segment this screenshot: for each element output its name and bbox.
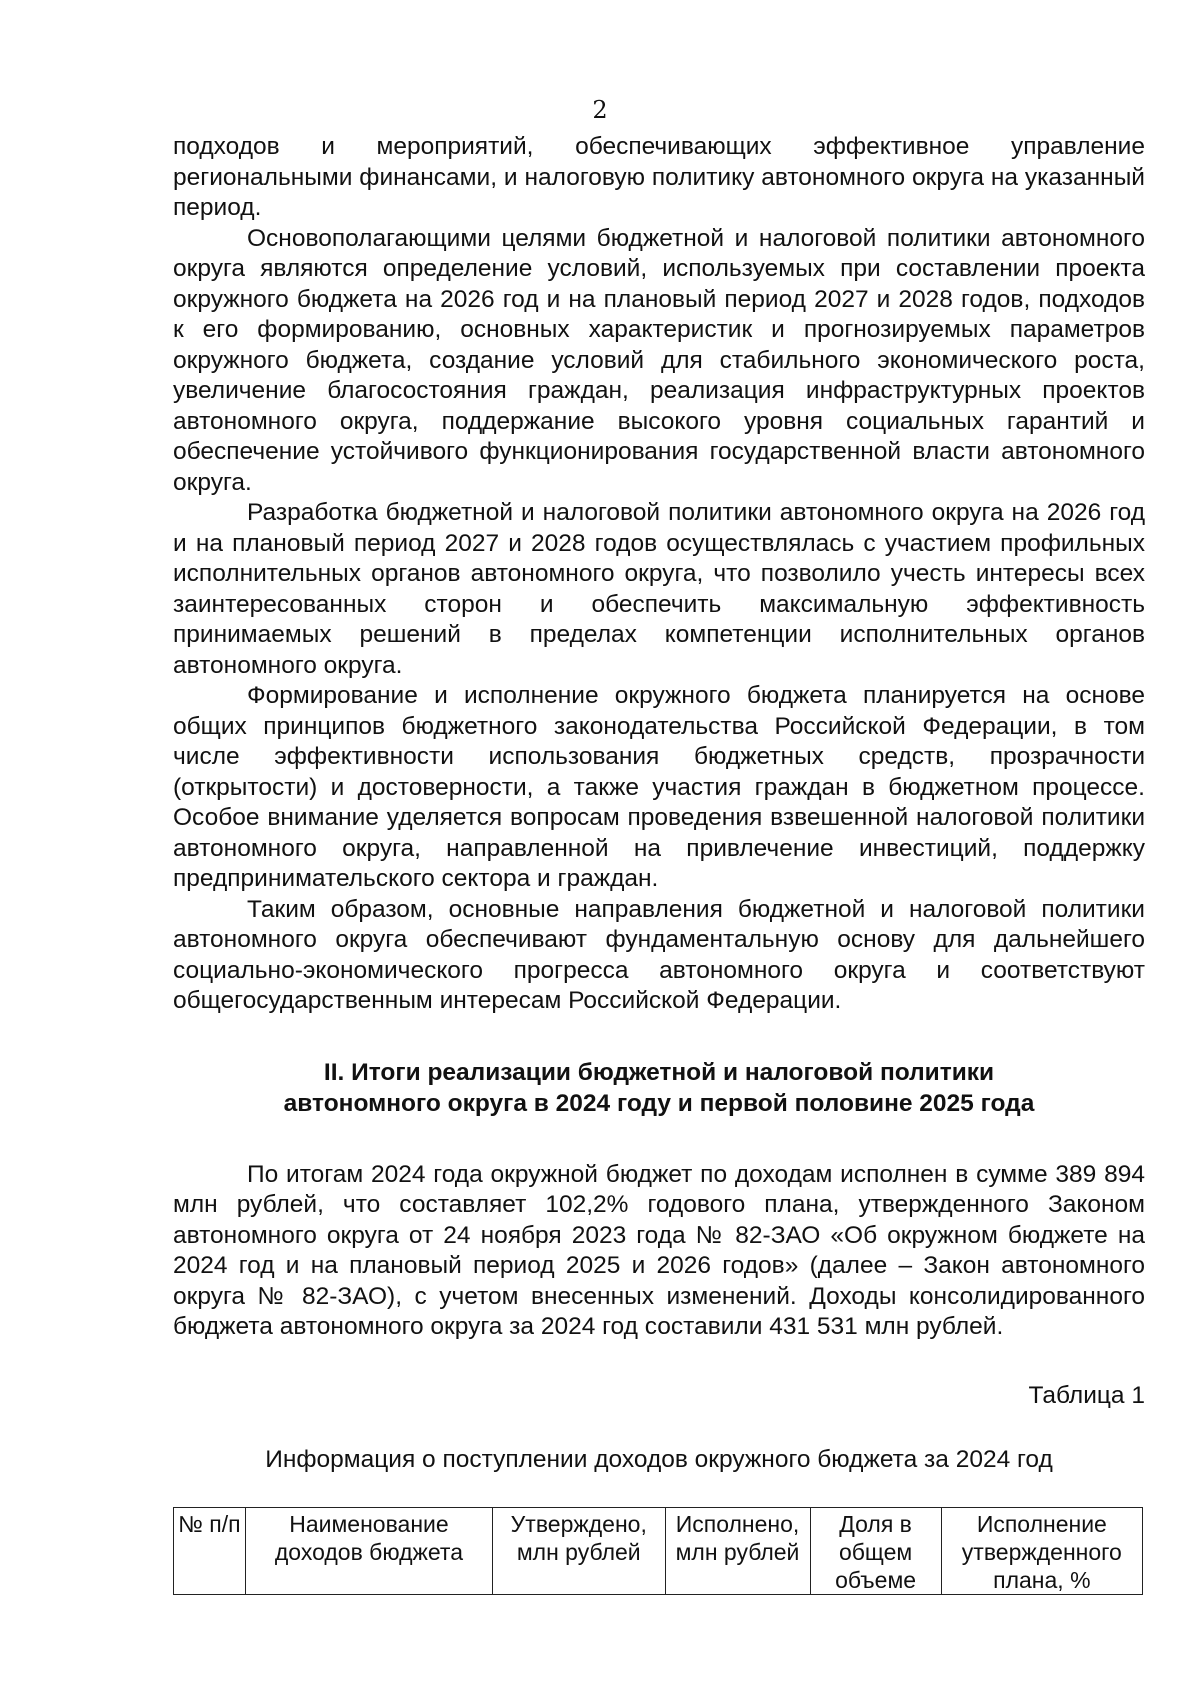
- section-heading-line1: II. Итоги реализации бюджетной и налоговой политики: [323, 1058, 995, 1086]
- income-table: [173, 1507, 1143, 1595]
- header-share: Доля в общем объеме: [810, 1507, 941, 1594]
- paragraph-results: По итогам 2024 года окружной бюджет по доходам исполнен в сумме 389 894 млн рублей, что составляет 102,2% годового плана, утвержденного Законом автономного округа от 24 ноября 2023 года № 82-ЗАО «Об окружном бюджете на 2024 год и на плановый период 2025 и 2026 годов» (далее – Закон автономного округа № 82-ЗАО), с учетом внесенных изменений. Доходы консолидированного бюджета автономного округа за 2024 год составили 431 531 млн рублей.: [173, 1160, 1145, 1340]
- header-approved: Утверждено, млн рублей: [493, 1507, 665, 1594]
- paragraph-conclusion: Таким образом, основные направления бюджетной и налоговой политики автономного округа обеспечивают фундаментальную основу для дальнейшего социально-экономического прогресса автономного округа и соответствуют общегосударственным интересам Российской Федерации.: [173, 895, 1145, 1014]
- table-header-row: [174, 1507, 1143, 1594]
- header-number: № п/п: [174, 1507, 246, 1594]
- paragraph-continuation: подходов и мероприятий, обеспечивающих эффективное управление региональными финансами, и налоговую политику автономного округа на указанный период.: [173, 133, 1145, 221]
- header-executed: Исполнено, млн рублей: [665, 1507, 810, 1594]
- paragraph-development: Разработка бюджетной и налоговой политики автономного округа на 2026 год и на плановый период 2027 и 2028 годов осуществлялась с участием профильных исполнительных органов автономного округа, что позволило учесть интересы всех заинтересованных сторон и обеспечить максимальную эффективность принимаемых решений в пределах компетенции исполнительных органов автономного округа.: [173, 499, 1145, 679]
- header-plan-execution: Исполнение утвержденного плана, %: [941, 1507, 1142, 1594]
- section-heading: [173, 1057, 1145, 1119]
- table-title: Информация о поступлении доходов окружного бюджета за 2024 год: [265, 1446, 1053, 1473]
- document-body: [173, 132, 1145, 1595]
- table-label: Таблица 1: [1028, 1381, 1145, 1409]
- paragraph-goals: Основополагающими целями бюджетной и налоговой политики автономного округа являются определение условий, используемых при составлении проекта окружного бюджета на 2026 год и на плановый период 2027 и 2028 годов, подходов к его формированию, основных характеристик и прогнозируемых параметров окружного бюджета, создание условий для стабильного экономического роста, увеличение благосостояния граждан, реализация инфраструктурных проектов автономного округа, поддержание высокого уровня социальных гарантий и обеспечение устойчивого функционирования государственной власти автономного округа.: [173, 224, 1145, 496]
- paragraph-principles: Формирование и исполнение окружного бюджета планируется на основе общих принципов бюджетного законодательства Российской Федерации, в том числе эффективности использования бюджетных средств, прозрачности (открытости) и достоверности, а также участия граждан в бюджетном процессе. Особое внимание уделяется вопросам проведения взвешенной налоговой политики автономного округа, направленной на привлечение инвестиций, поддержку предпринимательского сектора и граждан.: [173, 682, 1145, 892]
- header-income-name: Наименование доходов бюджета: [245, 1507, 492, 1594]
- section-heading-line2: автономного округа в 2024 году и первой половине 2025 года: [283, 1089, 1035, 1117]
- page-number: 2: [592, 96, 608, 124]
